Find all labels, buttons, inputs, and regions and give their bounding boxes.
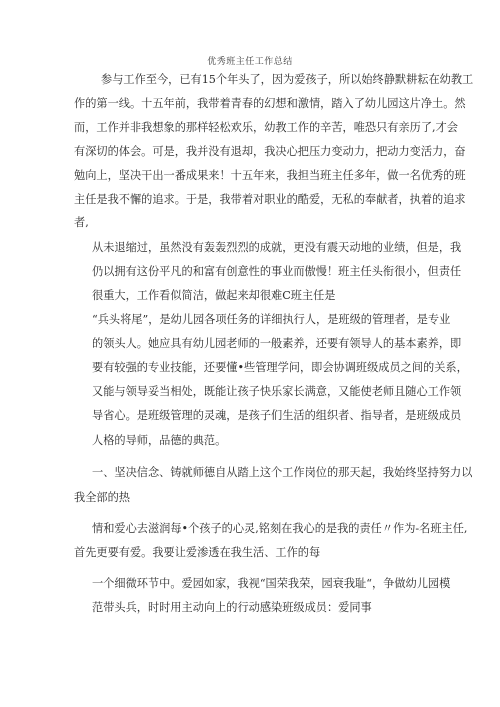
paragraph-line: 又能与领导妥当相处，既能让孩子快乐家长满意，又能使老师且随心工作领 xyxy=(92,385,462,398)
paragraph-line: 要有较强的专业技能，还要懂•些管理学问，即会协调班级成员之间的关系， xyxy=(92,361,468,374)
paragraph-line: 仍以拥有这份平凡的和富有创意性的事业而傲慢！班主任头衔很小，但责任 xyxy=(92,265,462,278)
paragraph-line: 首先更要有爱。我要让爱渗透在我生活、工作的每 xyxy=(74,546,321,559)
paragraph-line: 主任是我不懈的追求。于是，我带着对职业的酷爱，无私的奉献者，执着的追求 xyxy=(74,193,466,206)
paragraph-line: 很重大，工作看似简洁，做起来却很难C班主任是 xyxy=(92,289,336,302)
paragraph-line: “兵头将尾”，是幼儿园各项任务的详细执行人，是班级的管理者，是专业 xyxy=(92,313,451,326)
paragraph-line: 勉向上，坚决干出一番成果来！十五年来，我担当班主任多年，做一名优秀的班 xyxy=(74,169,466,182)
paragraph-line: 有深切的体会。可是，我并没有退却，我决心把压力变动力，把动力变活力，奋 xyxy=(74,145,466,158)
paragraph-line: 范带头兵，时时用主动向上的行动感染班级成员：爱同事 xyxy=(92,601,372,614)
paragraph-line: 一个细微环节中。爱园如家，我视“国荣我荣，园衰我耻“，争做幼儿园模 xyxy=(92,577,451,590)
paragraph-line: 作的第一线。十五年前，我带着青春的幻想和激情，踏入了幼儿园这片净土。然 xyxy=(74,97,466,110)
paragraph-line: 我全部的热 xyxy=(74,491,130,504)
paragraph-line: 者, xyxy=(74,216,89,229)
paragraph-line: 从未退缩过，虽然没有轰轰烈烈的成就，更没有震天动地的业绩，但是，我 xyxy=(92,241,462,254)
paragraph-line: 人格的导师，品德的典范。 xyxy=(92,434,227,447)
paragraph-line: 情和爱心去滋润每•个孩子的心灵,铭刻在我心的是我的责任〃作为-名班主任, xyxy=(92,522,468,535)
paragraph-line: 而，工作并非我想象的那样轻松欢乐，幼教工作的辛苦，唯恐只有亲历了,才会 xyxy=(74,121,458,134)
paragraph-line: 的领头人。她应具有幼儿园老师的一般素养，还要有领导人的基本素养，即 xyxy=(92,337,462,350)
paragraph-line: 一、坚决信念、铸就师德自从踏上这个工作岗位的那天起，我始终坚持努力以 xyxy=(92,466,473,479)
paragraph-line: 参与工作至今，已有15个年头了，因为爱孩子，所以始终静默耕耘在幼教工 xyxy=(101,73,474,86)
paragraph-line: 导省心。是班级管理的灵魂，是孩子们生活的组织者、指导者，是班级成员 xyxy=(92,409,462,422)
document-title: 优秀班主任工作总结 xyxy=(207,57,293,67)
